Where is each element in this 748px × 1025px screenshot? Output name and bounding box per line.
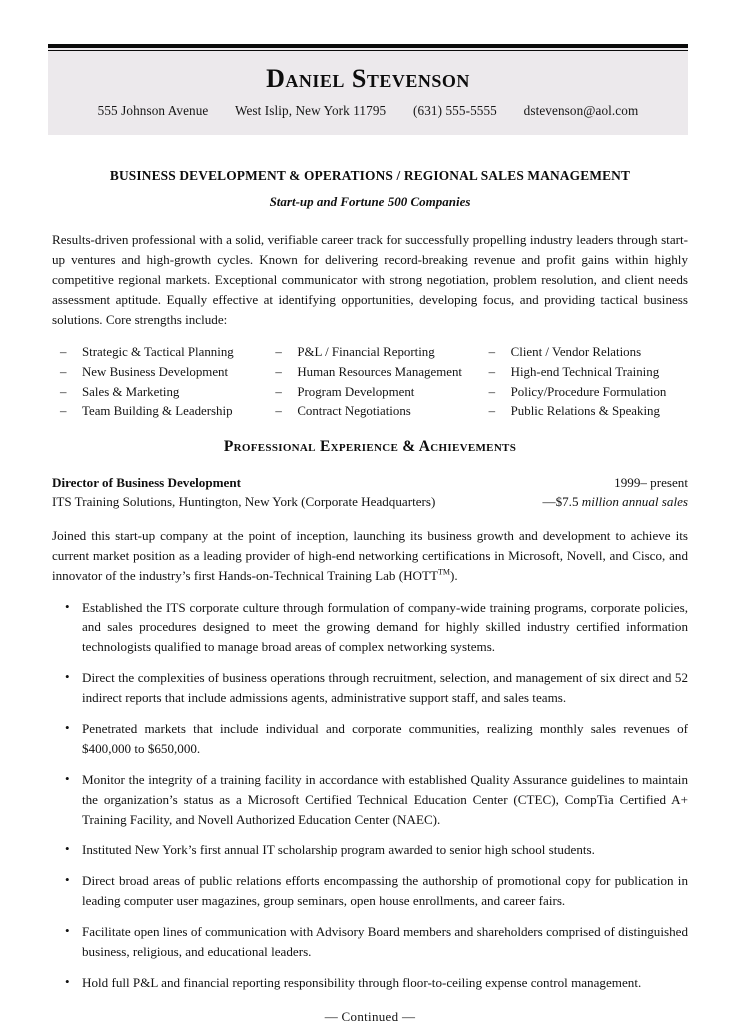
profile-headline: BUSINESS DEVELOPMENT & OPERATIONS / REGIONAL SALES MANAGEMENT <box>109 168 631 183</box>
core-strength-item <box>60 363 275 383</box>
header-inner <box>48 51 688 135</box>
core-strength-label: New Business Development <box>82 365 229 380</box>
job-intro-text-end: ). <box>450 567 458 583</box>
job-revenue-amount: —$7.5 <box>542 493 579 509</box>
profile-summary: Results-driven professional with a solid, verifiable career track for successfully propelling industry leaders through start-up ventures and high-growth cycles. Known for delivering record-breaking revenue and profit gains within highly competitive regional markets. Exceptional communicator with strong negotiation, problem resolution, and client needs assessment aptitude. Equally effective at identifying opportunities, developing focus, and providing tactical business solutions. Core strengths include: <box>52 232 688 327</box>
core-strengths-column-1 <box>60 343 275 421</box>
core-strengths-list <box>52 343 688 421</box>
dash-marker-icon: – <box>488 345 496 360</box>
dash-marker-icon: – <box>488 365 496 380</box>
achievement-bullet: • Established the ITS corporate culture through formulation of company-wide training programs, corporate policies, and sales procedures designed to meet the growing demand for highly skilled industry certified information technologists qualified to manage broad areas of complex networking systems. <box>52 598 688 658</box>
job-dates: 1999– present <box>614 474 688 490</box>
core-strength-item <box>489 363 688 383</box>
core-strength-label: Human Resources Management <box>297 365 462 380</box>
contact-line <box>48 103 688 119</box>
achievement-bullet: • Facilitate open lines of communication with Advisory Board members and shareholders comprised of distinguished business, religious, and educational leaders. <box>52 922 688 962</box>
core-strength-label: Policy/Procedure Formulation <box>510 384 667 399</box>
core-strength-label: Sales & Marketing <box>82 384 180 399</box>
achievement-bullet: • Monitor the integrity of a training facility in accordance with established Quality Assurance guidelines to maintain the organization’s status as a Microsoft Certified Technical Education Center (CTEC), CompTia Certified A+ Training Facility, and Novell Authorized Education Center (NAEC). <box>52 770 688 830</box>
trademark-symbol: TM <box>438 567 451 577</box>
dash-marker-icon: – <box>60 345 67 360</box>
dash-marker-icon: – <box>275 404 282 419</box>
profile-subheadline: Start-up and Fortune 500 Companies <box>269 194 471 209</box>
core-strength-item <box>489 343 688 363</box>
core-strength-item <box>275 363 488 383</box>
dash-marker-icon: – <box>275 384 282 399</box>
core-strength-label: Client / Vendor Relations <box>510 345 642 360</box>
section-title-experience: Professional Experience & Achievements <box>223 437 517 455</box>
core-strength-label: Contract Negotiations <box>297 404 411 419</box>
core-strengths-column-2 <box>275 343 488 421</box>
job-intro-text: Joined this start-up company at the point of inception, launching its business growth and development to achieve its current market position as a leading provider of high-end networking certifications in Microsoft, Novell, and Cisco, and innovator of the industry’s first Hands-on-Technical Training Lab (HOTT <box>52 527 688 583</box>
dash-marker-icon: – <box>60 365 67 380</box>
core-strength-item <box>275 343 488 363</box>
job-title: Director of Business Development <box>52 474 241 490</box>
job-header-row-company <box>52 493 688 512</box>
contact-phone: (631) 555-5555 <box>413 102 497 118</box>
achievement-bullet: • Direct the complexities of business operations through recruitment, selection, and management of six direct and 52 indirect reports that include admissions agents, administrative support staff, and sales teams. <box>52 668 688 708</box>
resume-content <box>52 168 688 1025</box>
contact-city-state-zip: West Islip, New York 11795 <box>234 102 387 118</box>
achievement-bullet: • Hold full P&L and financial reporting responsibility through floor-to-ceiling expense control management. <box>52 973 688 993</box>
achievement-bullet: • Penetrated markets that include individual and corporate communities, realizing monthly sales revenues of $400,000 to $650,000. <box>52 719 688 759</box>
core-strength-label: Program Development <box>297 384 415 399</box>
contact-address: 555 Johnson Avenue <box>97 102 209 118</box>
core-strength-label: High-end Technical Training <box>510 365 660 380</box>
job-intro-paragraph <box>52 526 688 586</box>
dash-marker-icon: – <box>60 384 67 399</box>
dash-marker-icon: – <box>60 404 67 419</box>
core-strengths-column-3 <box>489 343 688 421</box>
job-company: ITS Training Solutions, Huntington, New York (Corporate Headquarters) <box>52 493 436 509</box>
core-strength-item <box>275 383 488 403</box>
page-continued-footer: — Continued — <box>324 1008 416 1024</box>
job-header-row-title <box>52 474 688 493</box>
core-strength-item <box>489 402 688 422</box>
core-strength-label: Strategic & Tactical Planning <box>82 345 234 360</box>
achievement-bullet: • Direct broad areas of public relations efforts encompassing the authorship of promotional copy for publication in leading computer user magazines, group seminars, open house enrollments, and career fairs. <box>52 871 688 911</box>
candidate-name: Daniel Stevenson <box>266 64 470 93</box>
achievement-bullet: • Instituted New York’s first annual IT scholarship program awarded to senior high school students. <box>52 840 688 860</box>
contact-email: dstevenson@aol.com <box>523 102 639 118</box>
job-achievements-list <box>52 598 688 993</box>
dash-marker-icon: – <box>488 384 496 399</box>
core-strength-item <box>489 383 688 403</box>
job-revenue-unit: million annual sales <box>581 493 688 509</box>
dash-marker-icon: – <box>488 404 496 419</box>
dash-marker-icon: – <box>275 365 282 380</box>
resume-header-band <box>48 44 688 135</box>
job-revenue-metric <box>542 493 688 512</box>
core-strength-item <box>60 343 275 363</box>
core-strength-label: Team Building & Leadership <box>82 404 233 419</box>
core-strength-label: Public Relations & Speaking <box>510 404 660 419</box>
core-strength-label: P&L / Financial Reporting <box>297 345 435 360</box>
core-strength-item <box>60 402 275 422</box>
core-strength-item <box>60 383 275 403</box>
dash-marker-icon: – <box>275 345 282 360</box>
core-strength-item <box>275 402 488 422</box>
